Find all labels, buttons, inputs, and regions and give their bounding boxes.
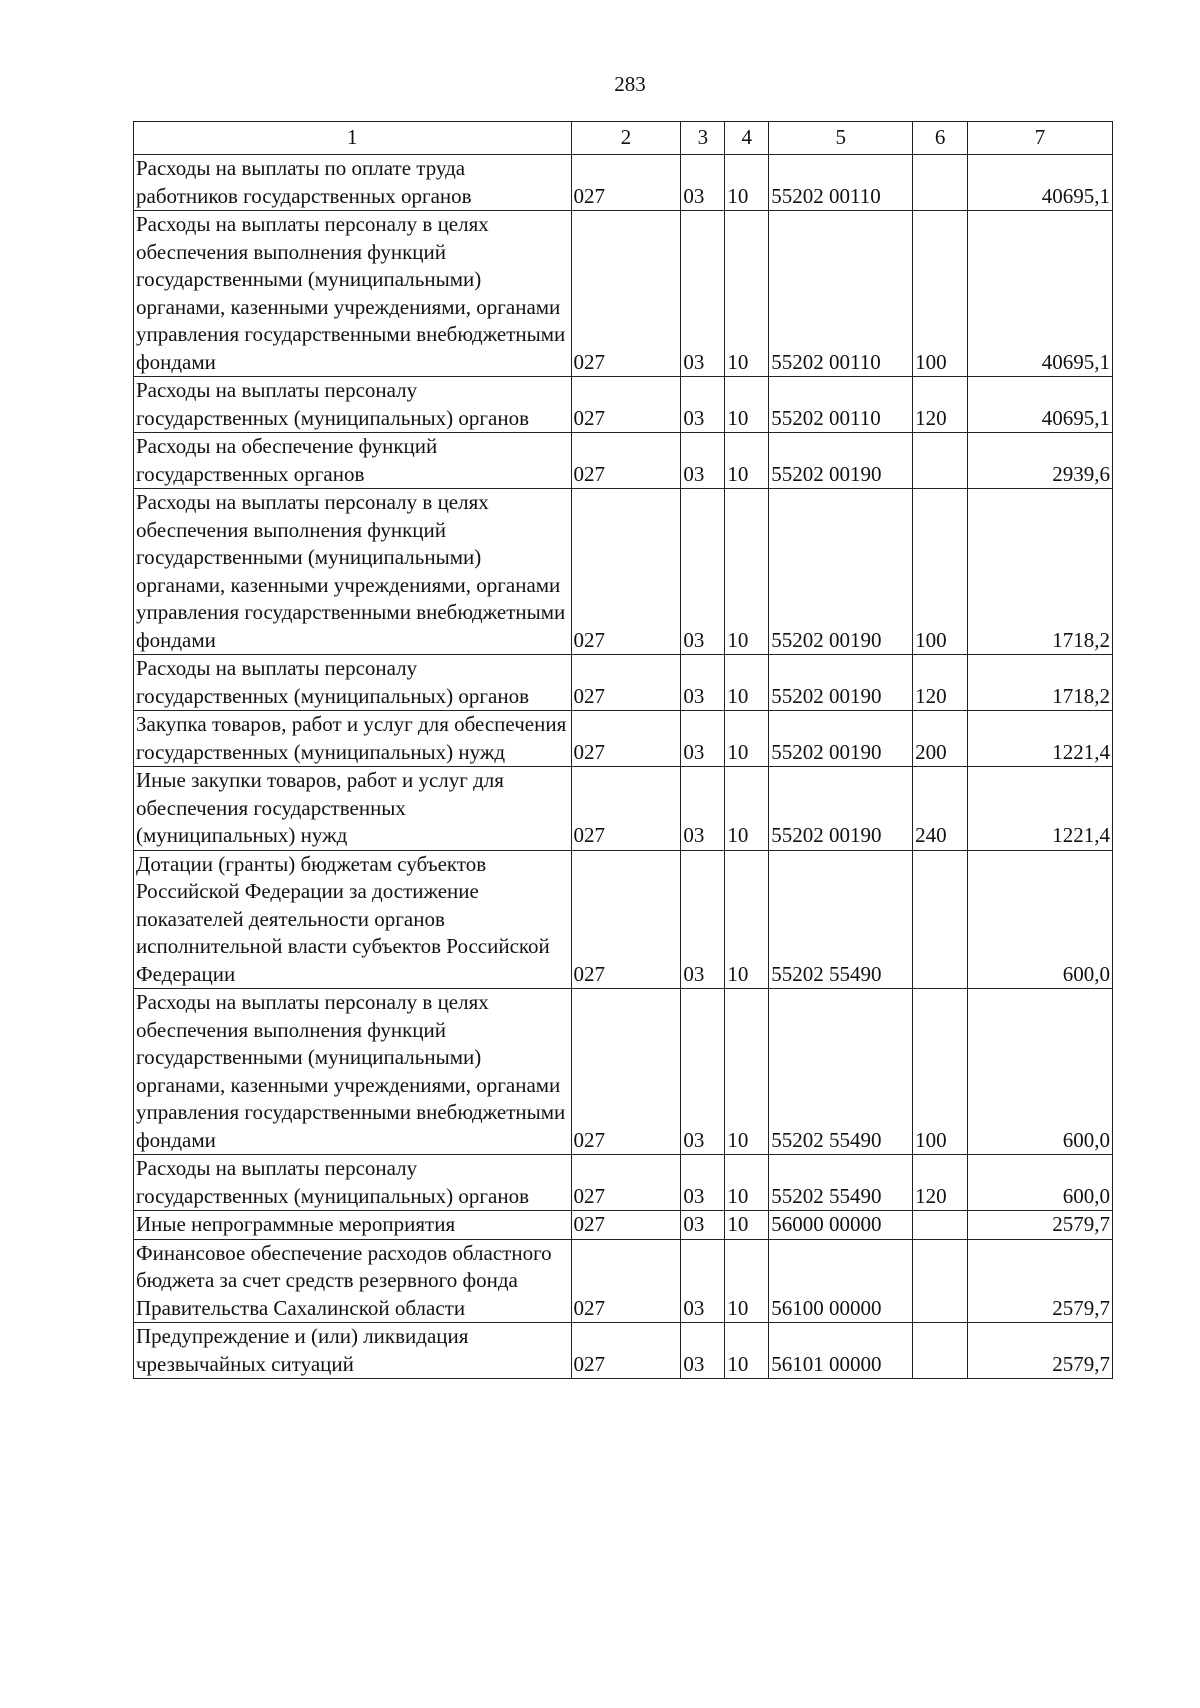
- target-article-code-cell: 55202 00190: [769, 655, 913, 711]
- column-header: 6: [913, 122, 968, 155]
- expense-name-cell: Закупка товаров, работ и услуг для обеспечения государственных (муниципальных) нужд: [134, 711, 572, 767]
- expense-type-code-cell: 100: [913, 211, 968, 377]
- target-article-code-cell: 56100 00000: [769, 1239, 913, 1323]
- expense-name-cell: Иные непрограммные мероприятия: [134, 1211, 572, 1240]
- ministry-code-cell: 027: [571, 1323, 681, 1379]
- expense-type-code-cell: [913, 1211, 968, 1240]
- table-row: [134, 433, 1113, 489]
- expense-type-code-cell: [913, 1323, 968, 1379]
- target-article-code-cell: 56101 00000: [769, 1323, 913, 1379]
- target-article-code-cell: 55202 00110: [769, 377, 913, 433]
- expense-name-cell: Расходы на выплаты персоналу в целях обеспечения выполнения функций государственными (муниципальными) органами, казенными учреждениями, органами управления государственными внебюджетными фондами: [134, 489, 572, 655]
- amount-cell: 2579,7: [968, 1323, 1113, 1379]
- table-row: [134, 655, 1113, 711]
- amount-cell: 1718,2: [968, 655, 1113, 711]
- expense-name-cell: Расходы на выплаты персоналу в целях обеспечения выполнения функций государственными (муниципальными) органами, казенными учреждениями, органами управления государственными внебюджетными фондами: [134, 211, 572, 377]
- ministry-code-cell: 027: [571, 1239, 681, 1323]
- table-row: [134, 211, 1113, 377]
- ministry-code-cell: 027: [571, 1211, 681, 1240]
- table-row: [134, 1323, 1113, 1379]
- subsection-code-cell: 10: [725, 1155, 769, 1211]
- section-code-cell: 03: [681, 1239, 725, 1323]
- ministry-code-cell: 027: [571, 155, 681, 211]
- table-row: [134, 1239, 1113, 1323]
- subsection-code-cell: 10: [725, 155, 769, 211]
- amount-cell: 600,0: [968, 850, 1113, 989]
- expense-name-cell: Расходы на выплаты по оплате труда работников государственных органов: [134, 155, 572, 211]
- column-header: 4: [725, 122, 769, 155]
- target-article-code-cell: 55202 00190: [769, 711, 913, 767]
- section-code-cell: 03: [681, 767, 725, 851]
- table-row: [134, 155, 1113, 211]
- table-row: [134, 989, 1113, 1155]
- ministry-code-cell: 027: [571, 767, 681, 851]
- subsection-code-cell: 10: [725, 1211, 769, 1240]
- section-code-cell: 03: [681, 433, 725, 489]
- expense-name-cell: Расходы на обеспечение функций государственных органов: [134, 433, 572, 489]
- table-body: [134, 155, 1113, 1379]
- column-header: 5: [769, 122, 913, 155]
- target-article-code-cell: 55202 55490: [769, 989, 913, 1155]
- target-article-code-cell: 55202 00190: [769, 767, 913, 851]
- ministry-code-cell: 027: [571, 433, 681, 489]
- ministry-code-cell: 027: [571, 989, 681, 1155]
- target-article-code-cell: 55202 55490: [769, 1155, 913, 1211]
- target-article-code-cell: 55202 00110: [769, 155, 913, 211]
- table-row: [134, 489, 1113, 655]
- amount-cell: 40695,1: [968, 377, 1113, 433]
- table-row: [134, 1211, 1113, 1240]
- section-code-cell: 03: [681, 377, 725, 433]
- subsection-code-cell: 10: [725, 989, 769, 1155]
- expense-name-cell: Расходы на выплаты персоналу государственных (муниципальных) органов: [134, 377, 572, 433]
- amount-cell: 40695,1: [968, 155, 1113, 211]
- expense-type-code-cell: 200: [913, 711, 968, 767]
- subsection-code-cell: 10: [725, 377, 769, 433]
- amount-cell: 2939,6: [968, 433, 1113, 489]
- target-article-code-cell: 55202 00190: [769, 489, 913, 655]
- table-row: [134, 1155, 1113, 1211]
- expense-name-cell: Расходы на выплаты персоналу в целях обеспечения выполнения функций государственными (муниципальными) органами, казенными учреждениями, органами управления государственными внебюджетными фондами: [134, 989, 572, 1155]
- table-row: [134, 711, 1113, 767]
- section-code-cell: 03: [681, 1211, 725, 1240]
- amount-cell: 600,0: [968, 1155, 1113, 1211]
- section-code-cell: 03: [681, 1323, 725, 1379]
- section-code-cell: 03: [681, 850, 725, 989]
- expense-name-cell: Финансовое обеспечение расходов областного бюджета за счет средств резервного фонда Правительства Сахалинской области: [134, 1239, 572, 1323]
- column-header: 1: [134, 122, 572, 155]
- expense-type-code-cell: [913, 1239, 968, 1323]
- expense-type-code-cell: 100: [913, 489, 968, 655]
- expense-name-cell: Предупреждение и (или) ликвидация чрезвычайных ситуаций: [134, 1323, 572, 1379]
- column-header: 2: [571, 122, 681, 155]
- section-code-cell: 03: [681, 655, 725, 711]
- expense-type-code-cell: [913, 155, 968, 211]
- subsection-code-cell: 10: [725, 211, 769, 377]
- expense-type-code-cell: 120: [913, 1155, 968, 1211]
- section-code-cell: 03: [681, 211, 725, 377]
- expense-type-code-cell: 100: [913, 989, 968, 1155]
- amount-cell: 2579,7: [968, 1239, 1113, 1323]
- amount-cell: 1221,4: [968, 767, 1113, 851]
- expense-type-code-cell: [913, 433, 968, 489]
- header-row: [134, 122, 1113, 155]
- amount-cell: 1718,2: [968, 489, 1113, 655]
- expense-type-code-cell: 240: [913, 767, 968, 851]
- ministry-code-cell: 027: [571, 711, 681, 767]
- amount-cell: 40695,1: [968, 211, 1113, 377]
- expense-name-cell: Дотации (гранты) бюджетам субъектов Российской Федерации за достижение показателей деятельности органов исполнительной власти субъектов Российской Федерации: [134, 850, 572, 989]
- target-article-code-cell: 55202 00110: [769, 211, 913, 377]
- target-article-code-cell: 56000 00000: [769, 1211, 913, 1240]
- expense-type-code-cell: 120: [913, 377, 968, 433]
- expense-type-code-cell: [913, 850, 968, 989]
- section-code-cell: 03: [681, 711, 725, 767]
- ministry-code-cell: 027: [571, 1155, 681, 1211]
- subsection-code-cell: 10: [725, 433, 769, 489]
- ministry-code-cell: 027: [571, 377, 681, 433]
- subsection-code-cell: 10: [725, 655, 769, 711]
- ministry-code-cell: 027: [571, 489, 681, 655]
- section-code-cell: 03: [681, 155, 725, 211]
- expense-name-cell: Иные закупки товаров, работ и услуг для обеспечения государственных (муниципальных) нужд: [134, 767, 572, 851]
- ministry-code-cell: 027: [571, 211, 681, 377]
- subsection-code-cell: 10: [725, 850, 769, 989]
- amount-cell: 2579,7: [968, 1211, 1113, 1240]
- subsection-code-cell: 10: [725, 767, 769, 851]
- table-row: [134, 767, 1113, 851]
- target-article-code-cell: 55202 55490: [769, 850, 913, 989]
- page-number: 283: [614, 72, 646, 96]
- subsection-code-cell: 10: [725, 711, 769, 767]
- ministry-code-cell: 027: [571, 655, 681, 711]
- expense-type-code-cell: 120: [913, 655, 968, 711]
- table-row: [134, 377, 1113, 433]
- amount-cell: 1221,4: [968, 711, 1113, 767]
- subsection-code-cell: 10: [725, 489, 769, 655]
- target-article-code-cell: 55202 00190: [769, 433, 913, 489]
- expense-name-cell: Расходы на выплаты персоналу государственных (муниципальных) органов: [134, 1155, 572, 1211]
- column-header: 3: [681, 122, 725, 155]
- section-code-cell: 03: [681, 1155, 725, 1211]
- section-code-cell: 03: [681, 489, 725, 655]
- column-header: 7: [968, 122, 1113, 155]
- subsection-code-cell: 10: [725, 1323, 769, 1379]
- amount-cell: 600,0: [968, 989, 1113, 1155]
- budget-table: [133, 121, 1113, 1379]
- expense-name-cell: Расходы на выплаты персоналу государственных (муниципальных) органов: [134, 655, 572, 711]
- ministry-code-cell: 027: [571, 850, 681, 989]
- subsection-code-cell: 10: [725, 1239, 769, 1323]
- table-row: [134, 850, 1113, 989]
- section-code-cell: 03: [681, 989, 725, 1155]
